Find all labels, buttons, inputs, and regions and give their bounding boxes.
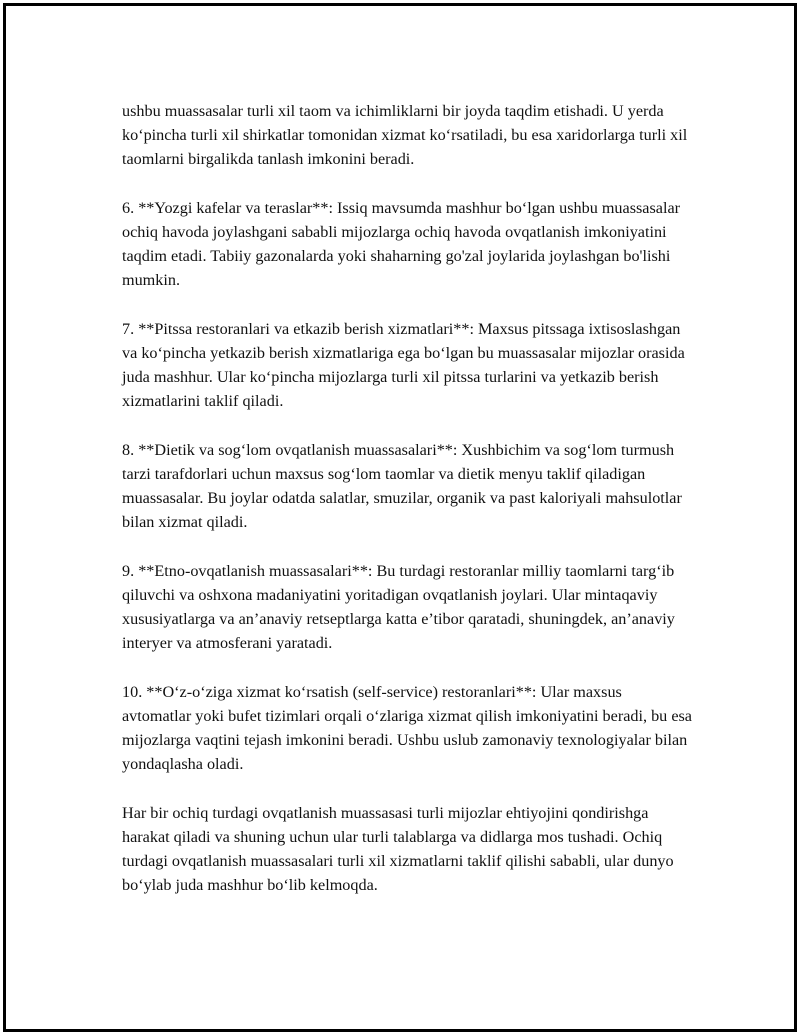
paragraph-item-6: 6. **Yozgi kafelar va teraslar**: Issiq mavsumda mashhur bo‘lgan ushbu muassasalar ochiq havoda joylashgani sababli mijozlarga ochiq havoda ovqatlanish imkoniyatini taqdim etadi. Tabiiy gazonalarda yoki shaharning go'zal joylarida joylashgan bo'lishi mumkin. [122,198,681,290]
document-body [122,99,694,922]
paragraph-intro-continuation: ushbu muassasalar turli xil taom va ichimliklarni bir joyda taqdim etishadi. U yerda ko‘pincha turli xil shirkatlar tomonidan xizmat ko‘rsatiladi, bu esa xaridorlarga turli xil taomlarni birgalikda tanlash imkonini beradi. [122,102,688,169]
paragraph-conclusion: Har bir ochiq turdagi ovqatlanish muassasasi turli mijozlar ehtiyojini qondirishga harakat qiladi va shuning uchun ular turli talablarga va didlarga mos tushadi. Ochiq turdagi ovqatlanish muassasalari turli xil xizmatlarni taklif qilishi sababli, ular dunyo bo‘ylab juda mashhur bo‘lib kelmoqda. [122,803,674,895]
page-frame [3,3,797,1032]
paragraph-item-7: 7. **Pitssa restoranlari va etkazib berish xizmatlari**: Maxsus pitssaga ixtisoslashgan va ko‘pincha yetkazib berish xizmatlariga ega bo‘lgan bu muassasalar mijozlar orasida juda mashhur. Ular ko‘pincha mijozlarga turli xil pitssa turlarini va yetkazib berish xizmatlarini taklif qiladi. [122,319,685,411]
paragraph-item-9: 9. **Etno-ovqatlanish muassasalari**: Bu turdagi restoranlar milliy taomlarni targ‘ib qiluvchi va oshxona madaniyatini yoritadigan ovqatlanish joylari. Ular mintaqaviy xususiyatlarga va an’anaviy retseptlarga katta e’tibor qaratadi, shuningdek, an’anaviy interyer va atmosferani yaratadi. [122,561,675,653]
paragraph-item-8: 8. **Dietik va sog‘lom ovqatlanish muassasalari**: Xushbichim va sog‘lom turmush tarzi tarafdorlari uchun maxsus sog‘lom taomlar va dietik menyu taklif qiladigan muassasalar. Bu joylar odatda salatlar, smuzilar, organik va past kaloriyali mahsulotlar bilan xizmat qiladi. [122,440,682,532]
paragraph-item-10: 10. **O‘z-o‘ziga xizmat ko‘rsatish (self-service) restoranlari**: Ular maxsus avtomatlar yoki bufet tizimlari orqali o‘zlariga xizmat qilish imkoniyatini beradi, bu esa mijozlarga vaqtini tejash imkonini beradi. Ushbu uslub zamonaviy texnologiyalar bilan yondaqlasha oladi. [122,682,692,774]
